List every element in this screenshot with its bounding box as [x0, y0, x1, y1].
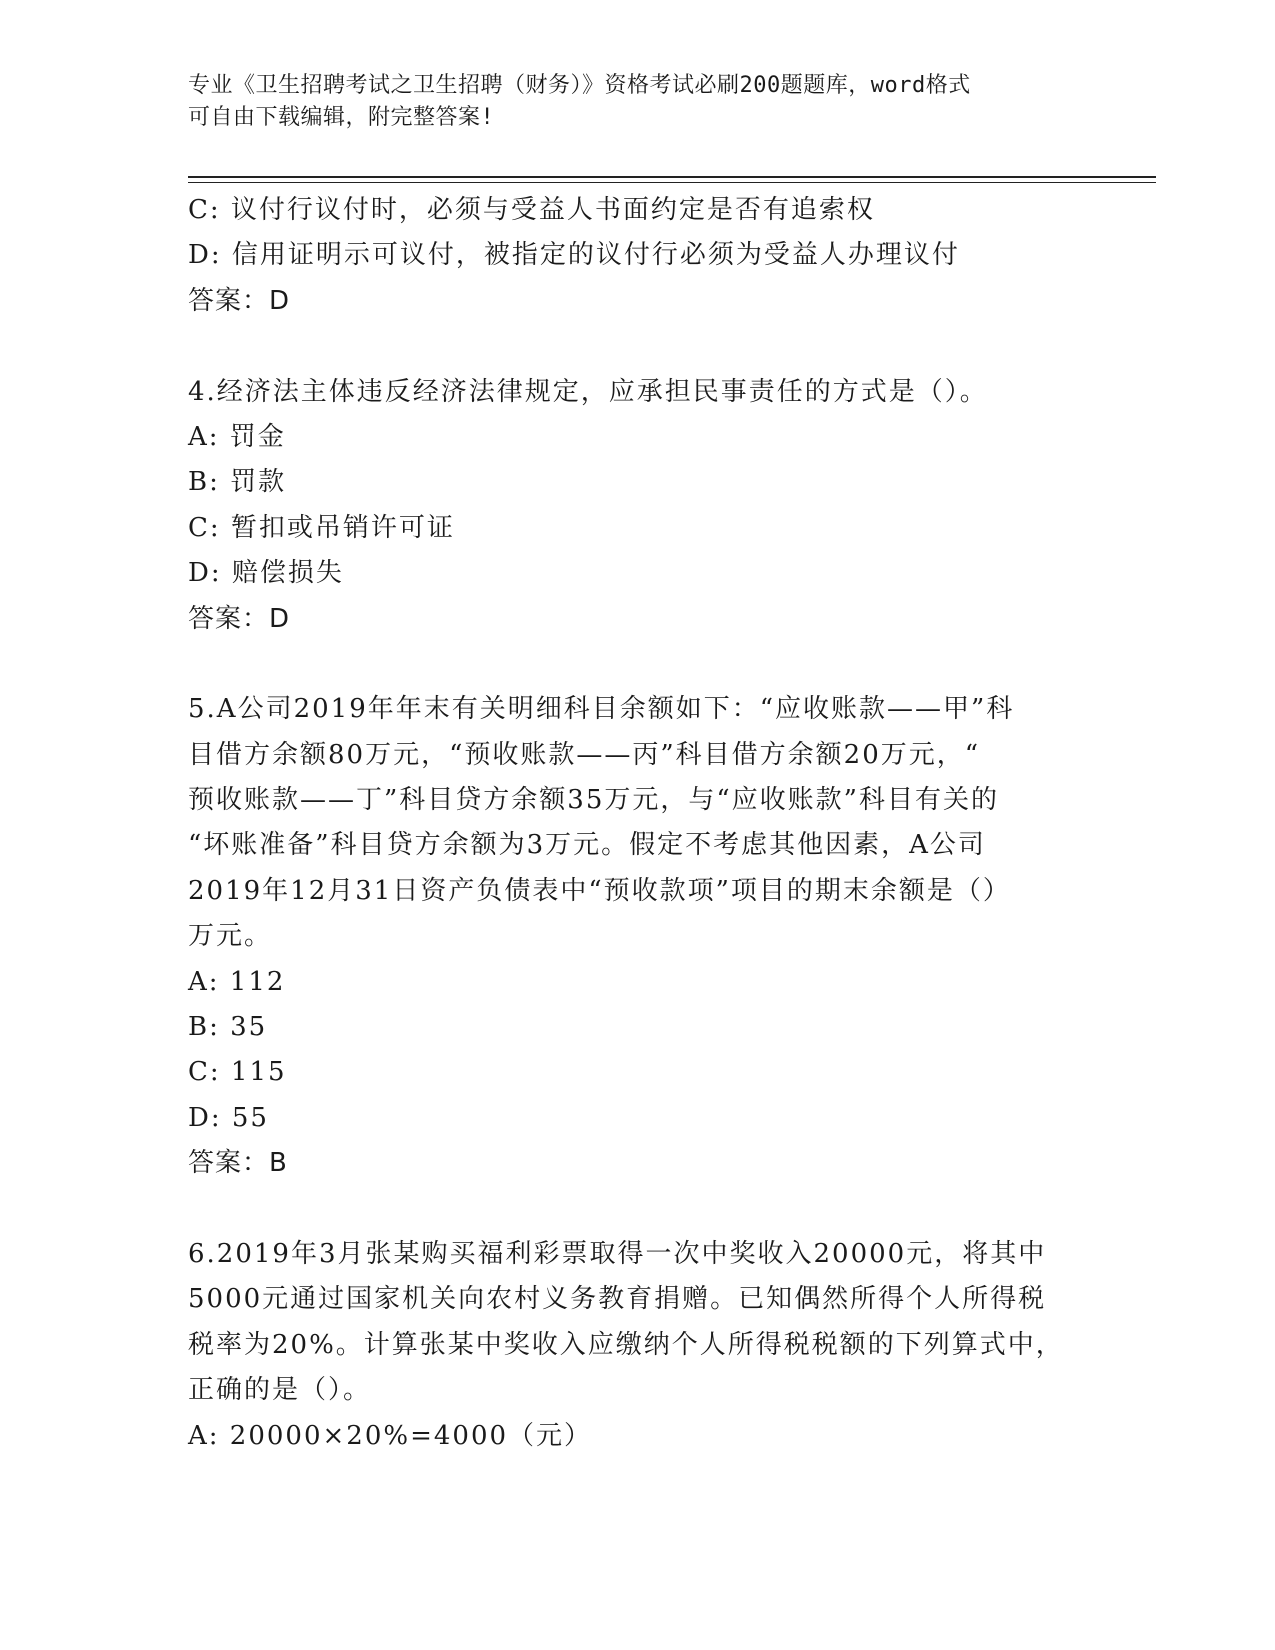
q4-option-b: B: 罚款 [188, 467, 287, 498]
header-title-line-1: 专业《卫生招聘考试之卫生招聘（财务）》资格考试必刷200题题库，word格式 [188, 73, 971, 98]
q5-option-b: B: 35 [188, 1012, 268, 1043]
q6-option-a: A: 20000×20%=4000（元） [188, 1420, 593, 1451]
q4-stem: 4.经济法主体违反经济法律规定，应承担民事责任的方式是（）。 [188, 376, 988, 407]
q5-stem-line: 目借方余额80万元，“预收账款——丙”科目借方余额20万元，“ [188, 739, 981, 770]
q5-stem-line: 2019年12月31日资产负债表中“预收款项”项目的期末余额是（） [188, 875, 1011, 906]
q3-answer: 答案：D [188, 285, 291, 316]
question-content [188, 188, 1068, 1459]
question-6 [188, 1232, 1068, 1459]
spacer [188, 1187, 1068, 1232]
q5-stem-line: 预收账款——丁”科目贷方余额35万元，与“应收账款”科目有关的 [188, 785, 999, 816]
q5-stem-line: 5.A公司2019年年末有关明细科目余额如下：“应收账款——甲”科 [188, 694, 1015, 725]
q5-option-d: D: 55 [188, 1102, 269, 1133]
q5-answer: 答案：B [188, 1148, 288, 1179]
q5-option-a: A: 112 [188, 966, 286, 997]
header-divider-thin [188, 182, 1156, 183]
q4-option-d: D: 赔偿损失 [188, 558, 344, 589]
q4-option-a: A: 罚金 [188, 421, 286, 452]
q4-option-c: C: 暂扣或吊销许可证 [188, 512, 455, 543]
header-divider-thick [188, 176, 1156, 178]
spacer [188, 324, 1068, 369]
q6-stem-line: 正确的是（）。 [188, 1375, 372, 1406]
q5-stem-line: 万元。 [188, 921, 273, 952]
q5-option-c: C: 115 [188, 1057, 287, 1088]
spacer [188, 642, 1068, 687]
header-title-line-2: 可自由下载编辑，附完整答案! [188, 105, 495, 130]
q3-option-d: D: 信用证明示可议付，被指定的议付行必须为受益人办理议付 [188, 240, 960, 271]
q3-option-c: C: 议付行议付时，必须与受益人书面约定是否有追索权 [188, 195, 875, 225]
q4-answer: 答案：D [188, 603, 291, 634]
q6-stem-line: 6.2019年3月张某购买福利彩票取得一次中奖收入20000元，将其中 [188, 1238, 1047, 1269]
question-3-continued [188, 188, 1068, 324]
q6-stem-line: 5000元通过国家机关向农村义务教育捐赠。已知偶然所得个人所得税 [188, 1284, 1047, 1315]
question-4 [188, 370, 1068, 642]
q6-stem-line: 税率为20%。计算张某中奖收入应缴纳个人所得税税额的下列算式中， [188, 1329, 1064, 1360]
page-header [188, 70, 1068, 134]
question-5 [188, 687, 1068, 1186]
q5-stem-line: “坏账准备”科目贷方余额为3万元。假定不考虑其他因素，A公司 [188, 830, 986, 861]
